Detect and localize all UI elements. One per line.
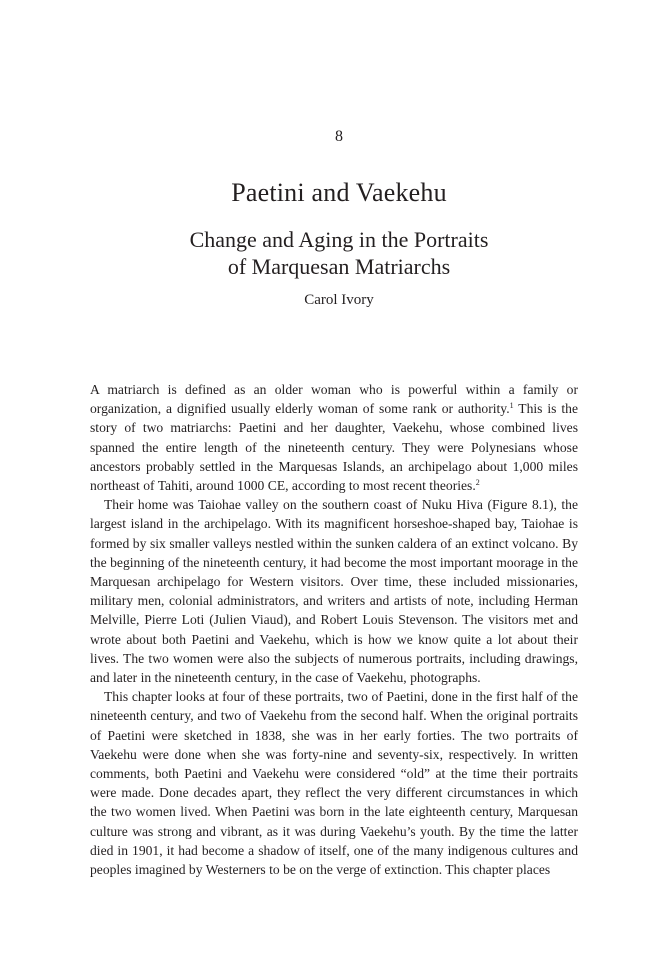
chapter-subtitle (14, 226, 650, 280)
body-text (90, 380, 578, 879)
chapter-number: 8 (335, 128, 343, 145)
chapter-author: Carol Ivory (304, 292, 374, 308)
footnote-ref-2[interactable]: 2 (475, 478, 480, 488)
subtitle-line-1: Change and Aging in the Portraits (189, 227, 489, 252)
paragraph-1 (90, 380, 578, 495)
paragraph-3: This chapter looks at four of these portraits, two of Paetini, done in the first half of the nineteenth century, and two of Vaekehu from the second half. When the original portraits of Paetini were sketched in 1838, she was in her early forties. The two portraits of Vaekehu were done when she was forty-nine and seventy-six, respectively. In written comments, both Paetini and Vaekehu were considered “old” at the time their portraits were made. Done decades apart, they reflect the very different circumstances in which the two women lived. When Paetini was born in the late eighteenth century, Marquesan culture was strong and vibrant, as it was during Vaekehu’s youth. By the time the latter died in 1901, it had become a shadow of itself, one of the many indigenous cultures and peoples imagined by Westerners to be on the verge of extinction. This chapter places (90, 689, 578, 878)
paragraph-2: Their home was Taiohae valley on the southern coast of Nuku Hiva (Figure 8.1), the largest island in the archipelago. With its magnificent horseshoe-shaped bay, Taiohae is formed by six smaller valleys nestled within the sunken caldera of an extinct volcano. By the beginning of the nineteenth century, it had become the most important moorage in the Marquesan archipelago for Western visitors. Over time, these included missionaries, military men, colonial administrators, and writers and artists of note, including Herman Melville, Pierre Loti (Julien Viaud), and Robert Louis Stevenson. The visitors met and wrote about both Paetini and Vaekehu, which is how we know quite a lot about their lives. The two women were also the subjects of numerous portraits, including drawings, and later in the nineteenth century, in the case of Vaekehu, photographs. (90, 497, 578, 686)
subtitle-line-2: of Marquesan Matriarchs (227, 254, 451, 279)
chapter-title: Paetini and Vaekehu (231, 178, 447, 207)
paragraph-1-part-2: This is the story of two matriarchs: Paetini and her daughter, Vaekehu, whose combined lives spanned the entire length of the nineteenth century. They were Polynesians whose ancestors probably settled in the Marquesas Islands, an archipelago about 1,000 miles northeast of Tahiti, around 1000 CE, according to most recent theories. (90, 401, 578, 494)
footnote-ref-1[interactable]: 1 (509, 401, 514, 411)
paragraph-1-part-1: A matriarch is defined as an older woman who is powerful within a family or organization, a dignified usually elderly woman of some rank or authority. (90, 382, 578, 417)
